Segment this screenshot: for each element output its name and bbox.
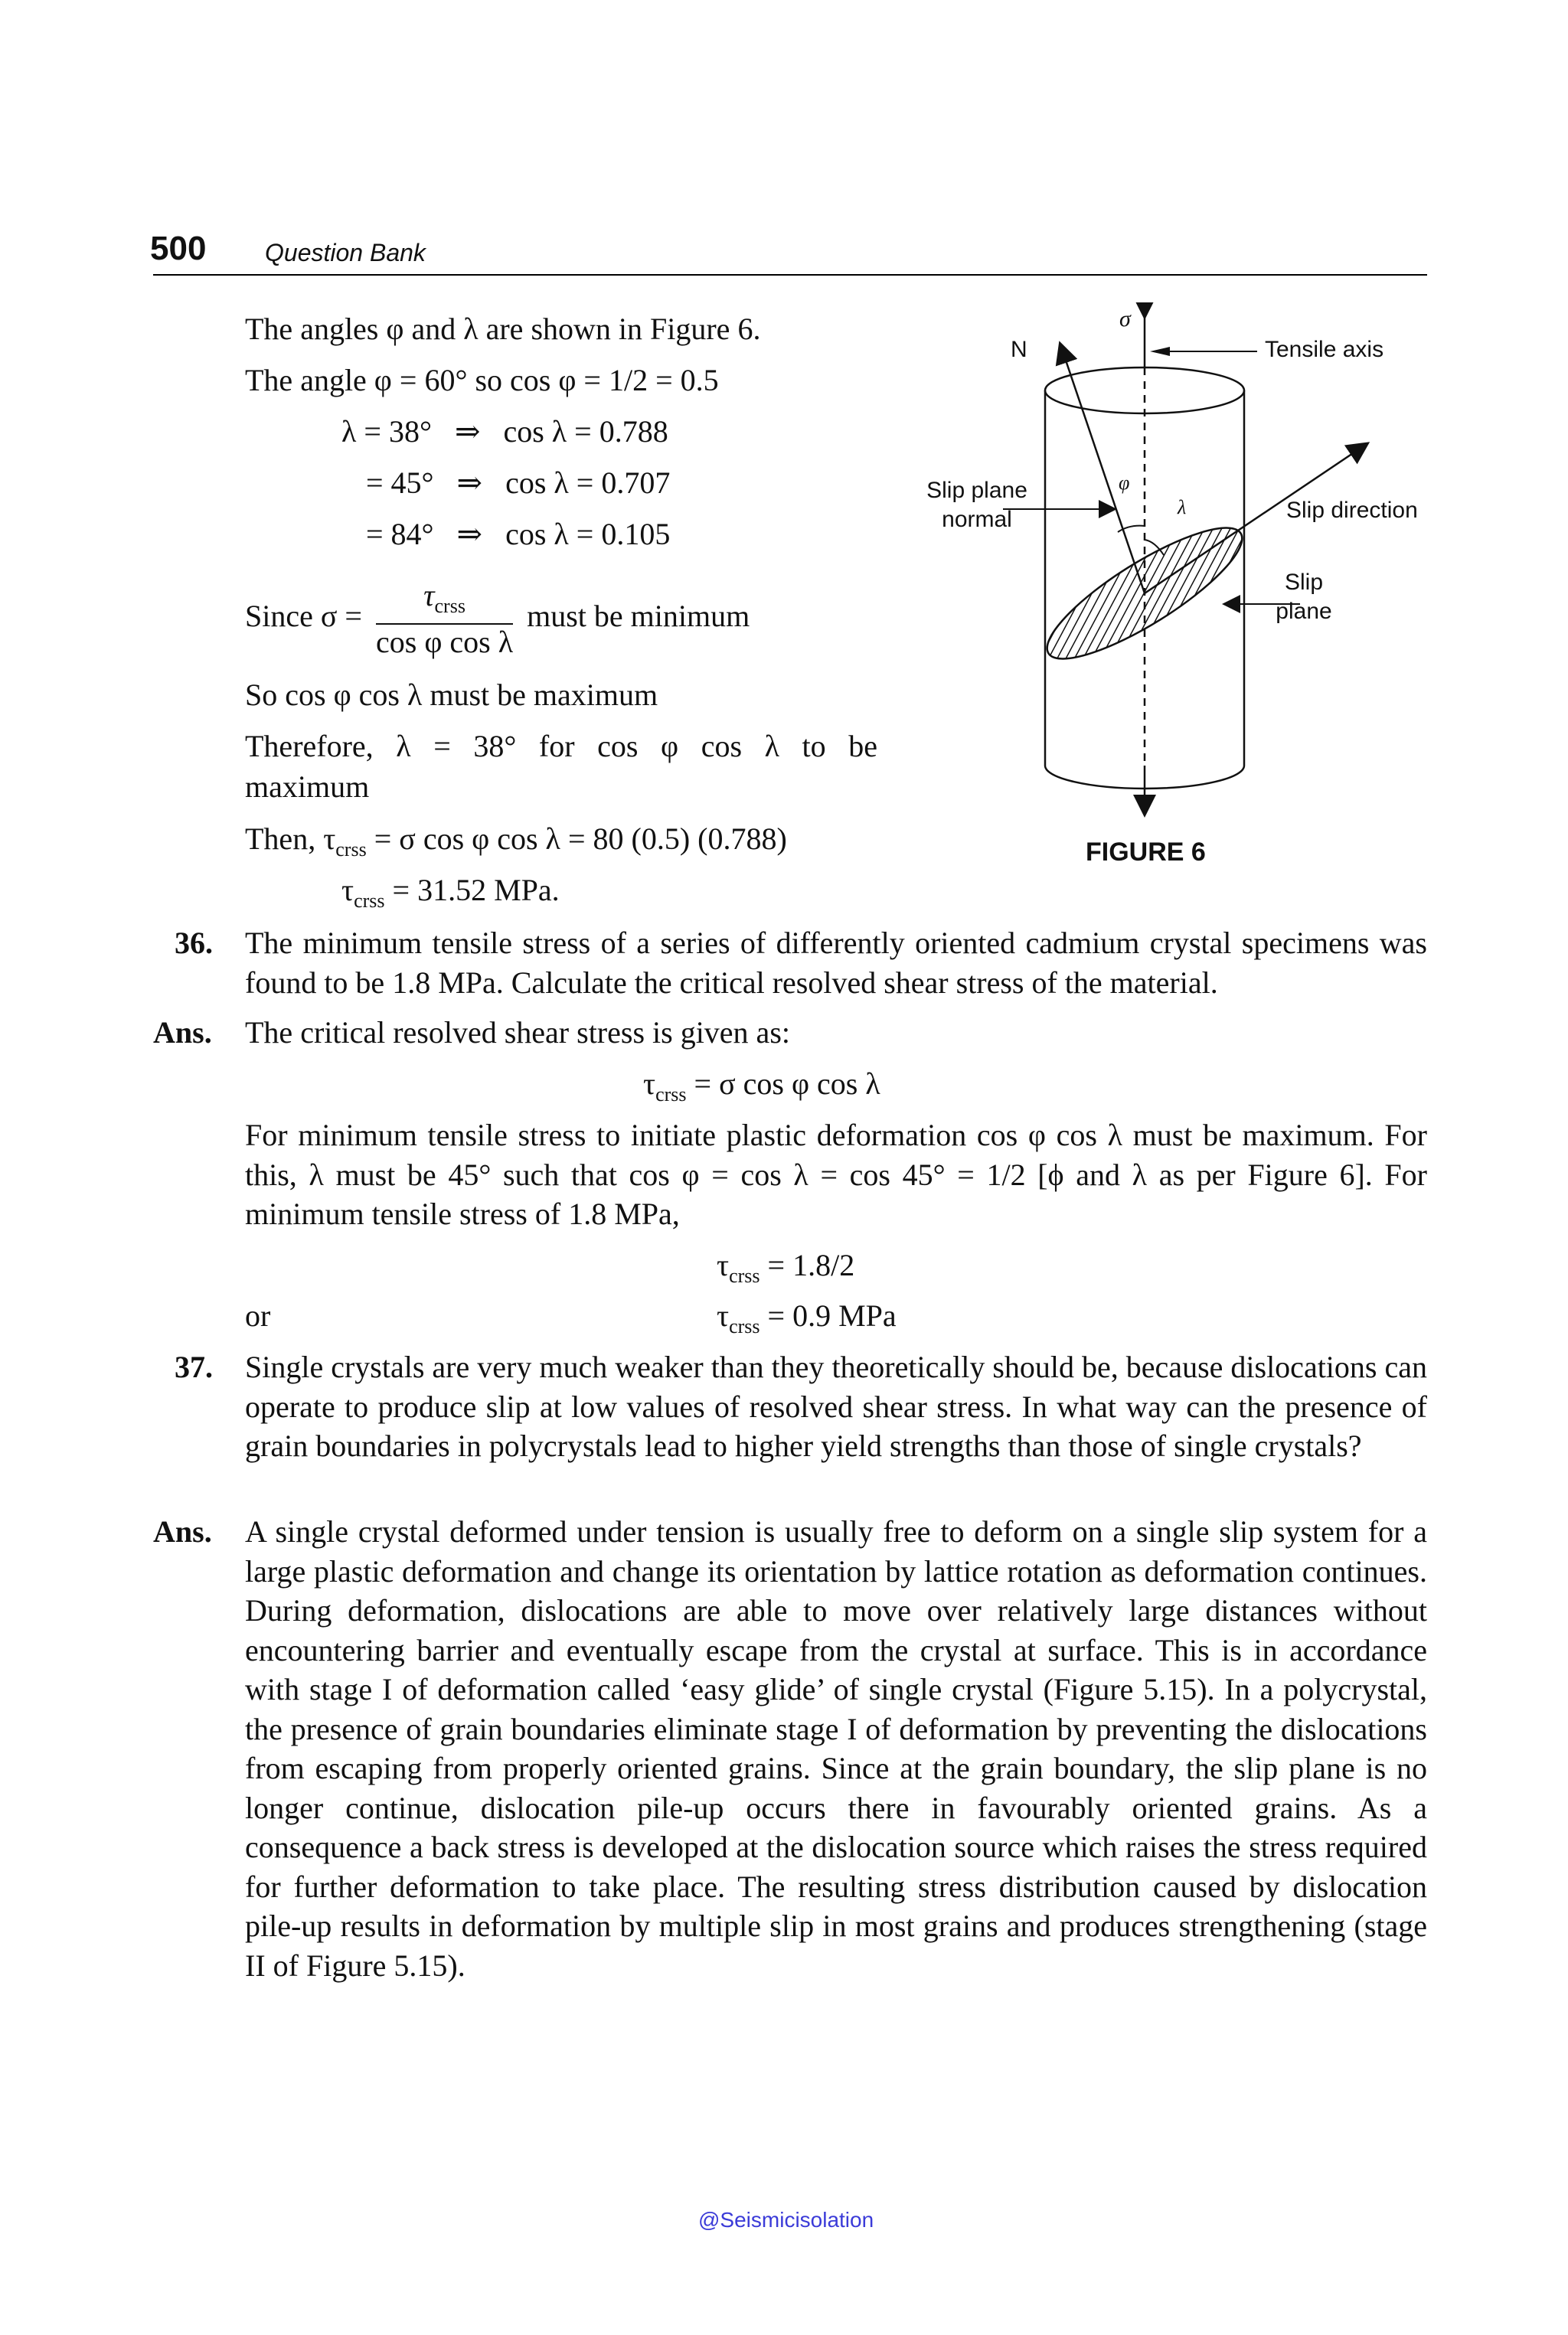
then-equation: Then, $\tau_{crss} = \sigma$ cos φ cos λ = 80 (0.5) (0.788) bbox=[245, 821, 787, 861]
result-equation: $\tau_{crss} = 31.52$ MPa. bbox=[341, 873, 560, 912]
figure-6-diagram bbox=[880, 302, 1432, 892]
fraction-numerator: $\tau_{crss}$ bbox=[376, 579, 513, 625]
answer-label: Ans. bbox=[153, 1514, 212, 1549]
phi-label: φ bbox=[1119, 472, 1130, 494]
figure-caption: FIGURE 6 bbox=[1086, 838, 1206, 867]
fraction-denominator: cos φ cos λ bbox=[376, 625, 514, 659]
since-prefix: Since σ = bbox=[245, 599, 362, 634]
equation-crss-3: $\tau_{crss} = 0.9$ MPa bbox=[717, 1298, 897, 1337]
slip-plane-label: Slip plane bbox=[1276, 570, 1332, 624]
equation-crss-2: $\tau_{crss} = 1.8/2$ bbox=[717, 1248, 855, 1287]
text-line: So cos φ cos λ must be maximum bbox=[245, 678, 658, 712]
slip-direction-label: Slip direction bbox=[1286, 498, 1418, 523]
text-line: The angle φ = 60° so cos φ = 1/2 = 0.5 bbox=[245, 363, 719, 397]
question-text: Single crystals are very much weaker than they theoretically should be, because dislocations can operate to produce slip at low values of resolved shear stress. In what way can the presence of grain boundaries in polycrystals lead to higher yield strengths than those of single crystals? bbox=[245, 1350, 1427, 1463]
text-line: Therefore, λ = 38° for cos φ cos λ to be bbox=[245, 729, 877, 763]
since-equation bbox=[245, 579, 750, 660]
question-text: The minimum tensile stress of a series of differently oriented cadmium crystal specimens was found to be 1.8 MPa. Calculate the critical resolved shear stress of the material. bbox=[245, 926, 1427, 1000]
answer-label: Ans. bbox=[153, 1015, 212, 1050]
answer-text: A single crystal deformed under tension is usually free to deform on a single slip system for a large plastic deformation and change its orientation by lattice rotation as deformation continues. During deformation, dislocations are able to move over relatively large distances without encountering barrier and eventually escape from the crystal at surface. This is in accordance with stage I of deformation called ‘easy glide’ of single crystal (Figure 5.15). In a polycrystal, the presence of grain boundaries eliminate stage I of deformation by preventing the dislocations from escaping from properly oriented grains. Since at the grain boundary, the slip plane is no longer continue, dislocation pile-up occurs there in favourably oriented grains. As a consequence a back stress is developed at the dislocation source which raises the stress required for further deformation to take place. The resulting stress distribution caused by dislocation pile-up results in deformation by multiple slip in most grains and produces strengthening (stage II of Figure 5.15). bbox=[245, 1514, 1427, 1983]
question-number: 36. bbox=[175, 926, 213, 960]
text-line: maximum bbox=[245, 769, 370, 804]
equation-crss: $\tau_{crss} = \sigma$ cos φ cos λ bbox=[643, 1066, 880, 1105]
text-line: = 45° ⇒ cos λ = 0.707 bbox=[366, 465, 671, 500]
n-label: N bbox=[1011, 337, 1027, 362]
sigma-label: σ bbox=[1119, 306, 1131, 331]
text-line: λ = 38° ⇒ cos λ = 0.788 bbox=[341, 414, 668, 449]
text-line: = 84° ⇒ cos λ = 0.105 bbox=[366, 517, 671, 551]
text-line: The angles φ and λ are shown in Figure 6. bbox=[245, 312, 761, 346]
since-suffix: must be minimum bbox=[527, 599, 750, 634]
answer-body: For minimum tensile stress to initiate plastic deformation cos φ cos λ must be maximum. For this, λ must be 45° such that cos φ = cos λ = cos 45° = 1/2 [ϕ and λ as per Figure 6]. For minimum tensile stress of 1.8 MPa, bbox=[245, 1118, 1427, 1231]
lambda-label: λ bbox=[1178, 496, 1187, 518]
or-text: or bbox=[245, 1298, 271, 1333]
fraction bbox=[376, 579, 513, 660]
header-rule bbox=[153, 274, 1427, 276]
tensile-axis-label: Tensile axis bbox=[1265, 337, 1384, 362]
watermark: @Seismicisolation bbox=[698, 2208, 874, 2232]
page-number: 500 bbox=[150, 230, 207, 267]
answer-intro: The critical resolved shear stress is given as: bbox=[245, 1015, 790, 1050]
slip-plane-normal-label: Slip plane normal bbox=[926, 478, 1027, 532]
running-title: Question Bank bbox=[265, 239, 426, 266]
slip-plane-normal bbox=[1060, 345, 1145, 593]
question-number: 37. bbox=[175, 1350, 213, 1384]
